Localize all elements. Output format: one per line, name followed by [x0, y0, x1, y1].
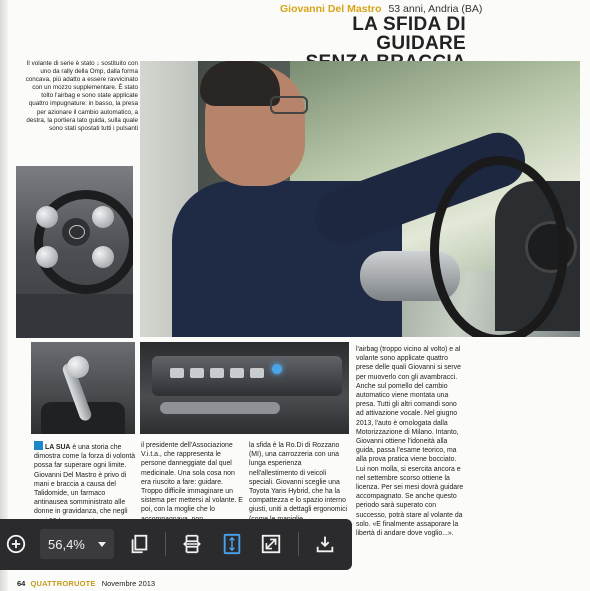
article-lead: LA SUA — [45, 444, 71, 451]
fit-width-button[interactable] — [176, 528, 208, 560]
car-floor — [16, 294, 133, 338]
steering-wheel — [430, 156, 568, 337]
door-button — [170, 368, 184, 378]
fullscreen-icon — [260, 533, 282, 555]
article-column-1 — [34, 441, 136, 526]
page-gutter — [0, 0, 8, 591]
download-button[interactable] — [309, 528, 341, 560]
door-led — [272, 364, 282, 374]
article-text-1: è una storia che dimostra come la forza di volontà possa far superare ogni limite. Giovanni Del Mastro è privo di mani e braccia a causa del Talidomide, un farmaco antinausea somministrato alle donne in gravidanza, che negli — [34, 444, 136, 516]
dropcap-marker — [34, 441, 43, 450]
headline-line-1: LA SFIDA DI GUIDARE — [352, 14, 466, 54]
door-button — [210, 368, 224, 378]
magazine-brand: QUATTRORUOTE — [30, 579, 96, 588]
author-name: Giovanni Del Mastro — [280, 3, 382, 15]
grip-knob — [36, 246, 58, 268]
photo-door-panel — [140, 342, 349, 434]
issue-date: Novembre 2013 — [101, 579, 156, 588]
lever-grip — [67, 356, 89, 378]
article-column-4: l'airbag (troppo vicino al volto) e al volante sono applicate quattro prese delle quali Giovanni si serve per muoverlo con gli avambracci. Anche sul pomello del cambio automatico viene montata una presa. Tutti gli altri comandi sono ad attivazione vocale. Nel giugno 2013, l'auto è omologata dalla Motorizzazione di Milano. Intanto, Giovanni ottiene l'idoneità alla guida, passa l'esame teorico, ma alla prova pratica viene bocciato. Lui non molla, si esercita ancora e nel settembre scorso ottiene la licenza. Per sei mesi dovrà guidare accompagnato. Se anche questo periodo sarà superato con successo, potrà stare al volante da solo. «E finalmente assaporare la libertà di andare dove voglio...». — [356, 346, 464, 538]
grip-knob — [92, 246, 114, 268]
toyota-logo — [69, 225, 85, 239]
zoom-in-button[interactable] — [0, 528, 32, 560]
fit-page-button[interactable] — [216, 528, 248, 560]
page-footer — [17, 579, 155, 588]
article-column-3: la sfida è la Ro.Di di Rozzano (MI), una carrozzeria con una lunga esperienza nell'allestimento di veicoli speciali. Giovanni sceglie una Toyota Yaris Hybrid, che ha la compattezza e lo spazio interno giusti, uniti a dettagli ergonomici — [249, 442, 348, 514]
grip-knob — [36, 206, 58, 228]
toolbar-separator — [165, 532, 166, 556]
door-handle — [160, 402, 280, 414]
driver-glasses — [270, 96, 308, 114]
zoom-value: 56,4% — [48, 536, 85, 552]
photo-steering-wheel — [16, 166, 133, 338]
download-icon — [314, 533, 336, 555]
driver-hair — [200, 61, 280, 106]
copy-icon — [128, 533, 150, 555]
fit-page-icon — [221, 533, 243, 555]
zoom-in-icon — [5, 533, 27, 555]
toolbar-separator — [298, 532, 299, 556]
viewer-toolbar — [0, 519, 352, 570]
page-number: 64 — [17, 579, 26, 588]
chevron-down-icon — [98, 542, 106, 547]
copy-button[interactable] — [123, 528, 155, 560]
main-photo-driver — [140, 61, 580, 337]
fit-width-icon — [181, 533, 203, 555]
zoom-select[interactable] — [40, 529, 114, 559]
door-button — [230, 368, 244, 378]
photo-gear-lever — [31, 342, 135, 434]
author-info: 53 anni, Andria (BA) — [388, 3, 483, 15]
photo-caption: Il volante di serie è stato ↓ sostituito con uno da rally della Omp, dalla forma concava, più adatto a essere ravvicinato con un mozzo supplementare. È stato tolto l'airbag e sono state applicate quattro impugnature: in basso, la presa per azionare il cambio automatico, a destra, la portiera lato guida, sulla quale sono stati spostati tutti i pulsanti — [25, 60, 138, 132]
door-button — [250, 368, 264, 378]
fullscreen-button[interactable] — [255, 528, 287, 560]
door-button — [190, 368, 204, 378]
article-column-2: il presidente dell'Associazione V.i.t.a., che rappresenta le persone danneggiate dal quel medicinale. Una sola cosa non era riuscito a fare: guidare. Troppo difficile immaginare un sistema per mettersi al volante. E poi, con la moglie che lo — [141, 442, 243, 514]
grip-knob — [92, 206, 114, 228]
